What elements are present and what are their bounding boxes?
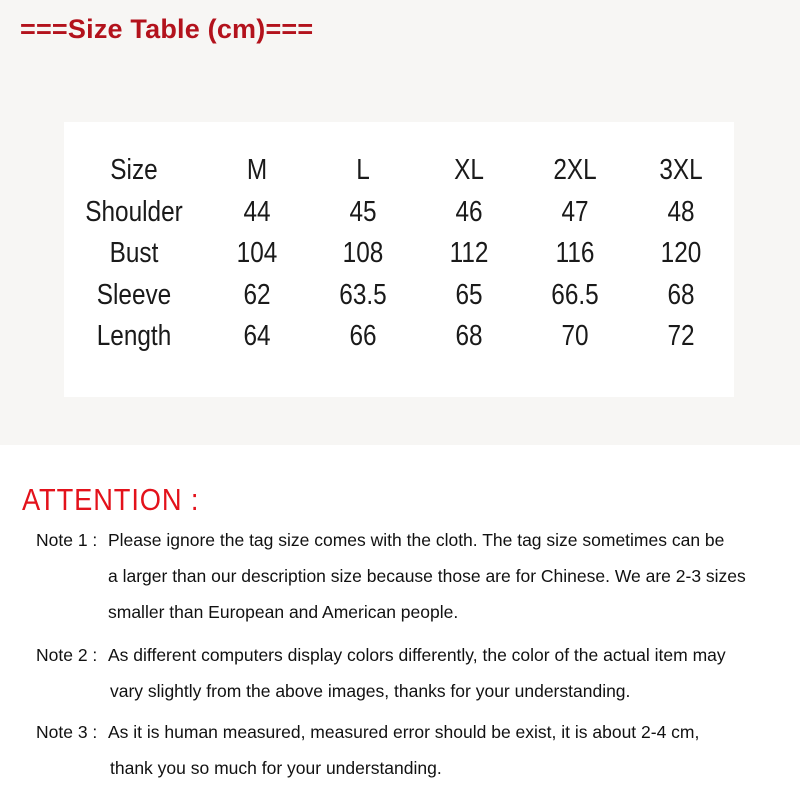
table-cell: L [356,154,370,187]
table-cell: 48 [667,195,695,228]
table-cell: 108 [342,237,384,270]
table-cell: M [246,154,268,187]
table-cell: 45 [349,195,377,228]
table-cell: 72 [667,320,695,353]
table-row-size [64,150,734,192]
page-title: ===Size Table (cm)=== [20,14,314,44]
table-cell: 68 [455,320,483,353]
table-cell: 64 [243,320,271,353]
note-prefix: Note 1 : [36,530,98,550]
attention-heading: ATTENTION : [22,482,200,517]
table-row-shoulder [64,192,734,234]
size-table [64,150,734,358]
table-cell: 62 [243,278,271,311]
table-row-sleeve [64,275,734,317]
table-cell: 120 [660,237,702,270]
table-cell: 3XL [659,154,703,187]
table-cell: 46 [455,195,483,228]
note-line: vary slightly from the above images, thanks for your understanding. [110,681,631,701]
table-cell: 66 [349,320,377,353]
table-cell: 68 [667,278,695,311]
row-label: Length [96,320,172,353]
note-line: smaller than European and American people. [108,602,459,622]
table-cell: 63.5 [339,278,387,311]
row-label: Shoulder [85,195,183,228]
table-cell: 2XL [553,154,597,187]
table-cell: 65 [455,278,483,311]
table-row-length [64,316,734,358]
row-label: Bust [109,237,159,270]
note-line: As different computers display colors differently, the color of the actual item may [108,645,726,665]
table-cell: 44 [243,195,271,228]
note-prefix: Note 3 : [36,722,98,742]
table-cell: XL [454,154,484,187]
note-line: thank you so much for your understanding. [110,758,442,778]
table-cell: 47 [561,195,589,228]
row-label: Size [110,154,158,187]
table-cell: 104 [236,237,278,270]
table-row-bust [64,233,734,275]
note-line: a larger than our description size because those are for Chinese. We are 2-3 sizes [108,566,746,586]
note-prefix: Note 2 : [36,645,98,665]
note-line: Please ignore the tag size comes with the cloth. The tag size sometimes can be [108,530,725,550]
row-label: Sleeve [96,278,172,311]
table-cell: 112 [449,237,489,270]
table-cell: 66.5 [551,278,599,311]
table-cell: 70 [561,320,589,353]
note-line: As it is human measured, measured error should be exist, it is about 2-4 cm, [108,722,700,742]
table-cell: 116 [555,237,595,270]
